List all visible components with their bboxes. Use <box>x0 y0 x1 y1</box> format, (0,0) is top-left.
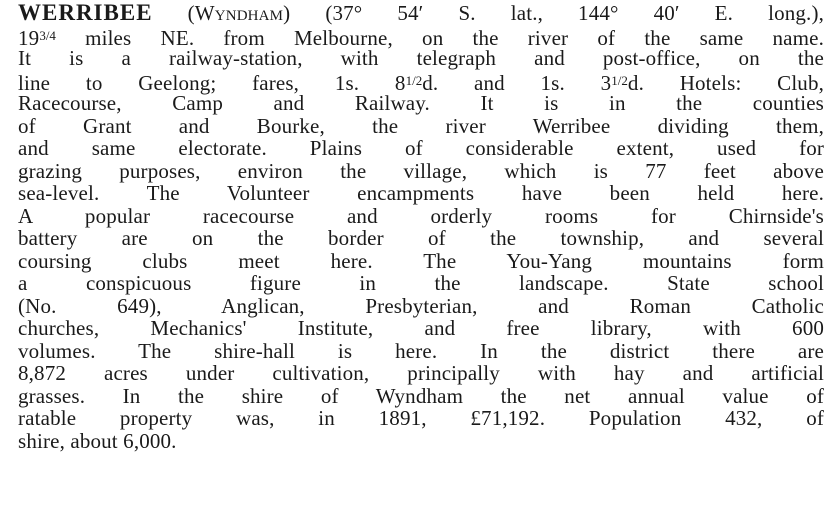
text-line-12: coursing clubs meet here. The You-Yang mountains form <box>18 248 824 273</box>
text-line-2 <box>18 25 824 48</box>
text-line-20: shire, about 6,000. <box>18 428 177 453</box>
text-line-8: grazing purposes, environ the village, which is 77 feet above <box>18 158 824 183</box>
text-line-4 <box>18 70 824 93</box>
fares-text-a: line to Geelong; fares, 1s. 8 <box>18 70 406 95</box>
distance-fraction: 3/4 <box>39 27 56 43</box>
fare-fraction-1: 1/2 <box>405 72 423 88</box>
district-open-paren: ( <box>187 1 195 25</box>
text-line-18: grasses. In the shire of Wyndham the net annual value of <box>18 383 824 408</box>
text-line-17: 8,872 acres under cultivation, principally with hay and artificial <box>18 361 824 385</box>
district-name: Wyndham <box>194 1 284 25</box>
text-line-9: sea-level. The Volunteer encampments have been held here. <box>18 181 824 205</box>
fares-text-c: d. Hotels: Club, <box>627 70 825 95</box>
text-line-19: ratable property was, in 1891, £71,192. Population 432, of <box>18 406 824 430</box>
text-line-1 <box>18 2 824 25</box>
coordinates: ) (37° 54′ S. lat., 144° 40′ E. long.), <box>283 1 824 25</box>
text-line-3: It is a railway-station, with telegraph and post-office, on the <box>18 46 824 70</box>
distance-number: 19 <box>18 25 40 50</box>
fares-text-b: d. and 1s. 3 <box>422 70 612 95</box>
text-line-14: (No. 649), Anglican, Presbyterian, and Roman Catholic <box>18 293 824 318</box>
location-text: miles NE. from Melbourne, on the river of the same name. <box>55 25 824 50</box>
fare-fraction-2: 1/2 <box>611 72 628 88</box>
text-line-6: of Grant and Bourke, the river Werribee dividing them, <box>18 113 824 138</box>
text-line-5: Racecourse, Camp and Railway. It is in the counties <box>18 91 824 115</box>
text-line-15: churches, Mechanics' Institute, and free library, with 600 <box>18 316 824 340</box>
text-line-16: volumes. The shire-hall is here. In the district there are <box>18 338 824 363</box>
text-line-7: and same electorate. Plains of considerable extent, used for <box>18 136 824 160</box>
headword: WERRIBEE <box>18 0 153 25</box>
gazetteer-entry <box>18 2 824 452</box>
text-line-13: a conspicuous figure in the landscape. State school <box>18 271 824 295</box>
text-line-10: A popular racecourse and orderly rooms for Chirnside's <box>18 203 824 228</box>
text-line-11: battery are on the border of the township, and several <box>18 226 824 250</box>
